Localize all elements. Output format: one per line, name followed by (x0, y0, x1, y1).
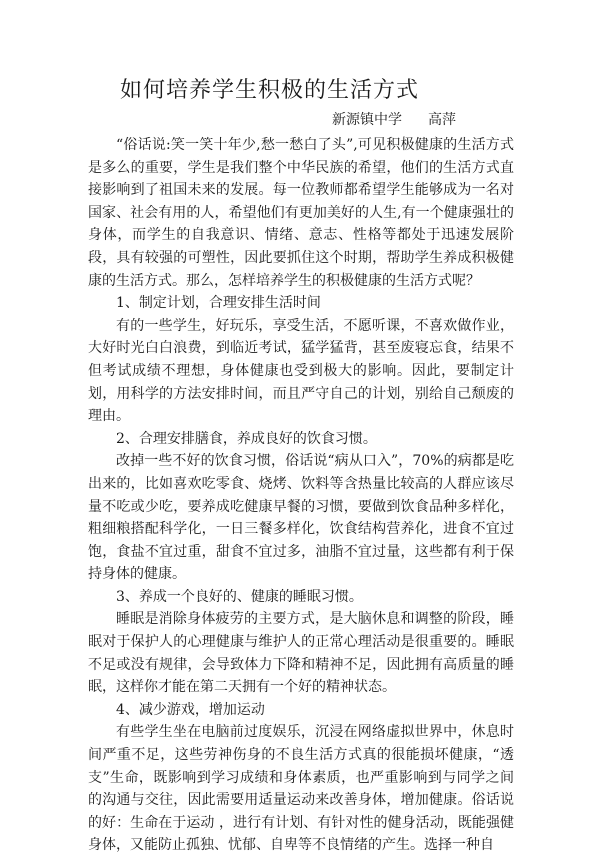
author-name: 高萍 (428, 112, 456, 128)
section-heading-2: 2、合理安排膳食，养成良好的饮食习惯。 (116, 430, 377, 447)
paragraph-section-3: 睡眠是消除身体疲劳的主要方式，是大脑休息和调整的阶段，睡眠对于保护人的心理健康与维护人的正常心理活动是很重要的。睡眠不足或没有规律，会导致体力下降和精神不足，因此拥有高质量的睡眠，这样你才能在第二天拥有一个好的精神状态。 (88, 611, 514, 696)
page-title: 如何培养学生积极的生活方式 (120, 78, 420, 103)
paragraph-intro: “俗话说:笑一笑十年少,愁一愁白了头”,可见积极健康的生活方式是多么的重要，学生是我们整个中华民族的希望，他们的生活方式直接影响到了祖国未来的发展。每一位教师都希望学生能够成为一名对国家、社会有用的人，希望他们有更加美好的人生,有一个健康强壮的身体，而学生的自我意识、情绪、意志、性格等都处于迅速发展阶段，具有较强的可塑性，因此要抓住这个时期，帮助学生养成积极健康的生活方式。那么，怎样培养学生的积极健康的生活方式呢？ (88, 137, 514, 289)
section-heading-3: 3、养成一个良好的、健康的睡眠习惯。 (116, 588, 363, 605)
section-heading-4: 4、减少游戏，增加运动 (116, 701, 265, 718)
byline (332, 110, 456, 130)
paragraph-section-4: 有些学生坐在电脑前过度娱乐，沉浸在网络虚拟世界中，休息时间严重不足，这些劳神伤身的不良生活方式真的很能损坏健康，“透支”生命，既影响到学习成绩和身体素质，也严重影响到与同学之间的沟通与交往，因此需要用适量运动来改善身体，增加健康。俗话说的好：生命在于运动 ，进行有计划、有针对性的健身活动，既能强健身体，又能防止孤独、忧郁、自卑等不良情绪的产生。选择一种自 (88, 724, 514, 854)
paragraph-section-1: 有的一些学生，好玩乐，享受生活，不愿听课，不喜欢做作业，大好时光白白浪费，到临近考试，猛学猛背，甚至废寝忘食，结果不但考试成绩不理想，身体健康也受到极大的影响。因此，要制定计划，用科学的方法安排时间，而且严守自己的计划，别给自己颓废的理由。 (88, 317, 514, 425)
paragraph-section-2: 改掉一些不好的饮食习惯，俗话说“病从口入”，70%的病都是吃出来的，比如喜欢吃零食、烧烤、饮料等含热量比较高的人群应该尽量不吃或少吃，要养成吃健康早餐的习惯，要做到饮食品种多样化，粗细粮搭配科学化，一日三餐多样化，饮食结构营养化，进食不宜过饱，食盐不宜过重，甜食不宜过多，油脂不宜过量，这些都有利于保持身体的健康。 (88, 453, 514, 583)
article-body (88, 134, 514, 857)
school-name: 新源镇中学 (332, 112, 402, 128)
section-heading-1: 1、制定计划，合理安排生活时间 (116, 295, 321, 312)
